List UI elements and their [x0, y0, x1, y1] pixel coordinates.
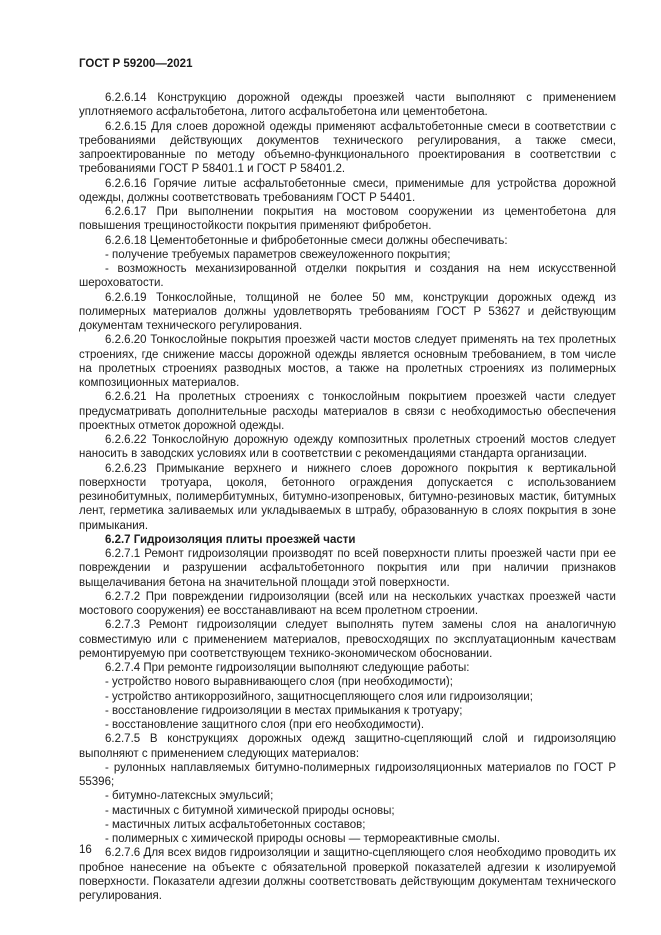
paragraph: - мастичных с битумной химической природы основы; — [105, 804, 395, 817]
paragraph: 6.2.7.2 При повреждении гидроизоляции (всей или на нескольких участках проезжей части мостового сооружения) ее восстанавливают на всем пролетном строении. — [79, 590, 616, 617]
paragraph: - мастичных литых асфальтобетонных составов; — [105, 818, 366, 831]
paragraph: 6.2.7.3 Ремонт гидроизоляции следует выполнять путем замены слоя на аналогичную совместимую или с применением материалов, превосходящих по эксплуатационным качествам ремонтируемую при соответствующем технико-экономическом обосновании. — [79, 619, 616, 660]
paragraph: 6.2.6.22 Тонкослойную дорожную одежду композитных пролетных строений мостов следует наносить в заводских условиях или в соответствии с рекомендациями стандарта организации. — [79, 434, 616, 461]
paragraph: - восстановление защитного слоя (при его необходимости). — [105, 719, 425, 731]
paragraph: 6.2.6.16 Горячие литые асфальтобетонные смеси, применимые для устройства дорожной одежды, должны соответствовать требованиям ГОСТ Р 54401. — [79, 177, 616, 204]
paragraph: - получение требуемых параметров свежеуложенного покрытия; — [105, 248, 451, 261]
paragraph: - рулонных наплавляемых битумно-полимерных гидроизоляционных материалов по ГОСТ Р 55396; — [79, 761, 616, 788]
paragraph: 6.2.6.17 При выполнении покрытия на мостовом сооружении из цементобетона для повышения трещиностойкости покрытия применяют фибробетон. — [79, 206, 616, 233]
paragraph: 6.2.6.14 Конструкцию дорожной одежды проезжей части выполняют с применением уплотняемого асфальтобетона, литого асфальтобетона или цементобетона. — [79, 92, 616, 119]
paragraph: 6.2.6.23 Примыкание верхнего и нижнего слоев дорожного покрытия к вертикальной поверхности тротуара, цоколя, бетонного ограждения допускается с использованием резинобитумных, полимербитумных, битумно-изопреновых, битумно-резиновых мастик, битумных лент, герметика заливаемых или укладываемых в штрабу, образованную в слоях покрытия в зоне примыкания. — [79, 462, 616, 532]
document-header: ГОСТ Р 59200—2021 — [79, 58, 193, 70]
paragraph: 6.2.7.4 При ремонте гидроизоляции выполняют следующие работы: — [105, 662, 470, 674]
paragraph: - восстановление гидроизоляции в местах примыкания к тротуару; — [105, 704, 463, 717]
page-number: 16 — [79, 844, 92, 856]
paragraph: - возможность механизированной отделки покрытия и создания на нем искусственной шероховатости. — [79, 263, 616, 290]
paragraph: 6.2.6.21 На пролетных строениях с тонкослойным покрытием проезжей части следует предусматривать дополнительные расходы материалов в связи с необходимостью обеспечения проектных отметок дорожной одежды. — [79, 391, 616, 432]
paragraph: - полимерных с химической природы основы — термореактивные смолы. — [105, 833, 501, 845]
paragraph: 6.2.6.20 Тонкослойные покрытия проезжей части мостов следует применять на тех пролетных строениях, где снижение массы дорожной одежды является основным требованием, в том числе на пролетных строениях разводных мостов, а также на пролетных строениях из полимерных композиционных материалов. — [79, 334, 616, 389]
section-heading: 6.2.7 Гидроизоляция плиты проезжей части — [105, 533, 356, 546]
paragraph: - устройство нового выравнивающего слоя (при необходимости); — [105, 676, 453, 689]
paragraph: 6.2.6.18 Цементобетонные и фибробетонные смеси должны обеспечивать: — [105, 234, 508, 247]
paragraph: 6.2.7.6 Для всех видов гидроизоляции и защитно-сцепляющего слоя необходимо проводить их пробное нанесение на объекте с обязательной проверкой показателей адгезии к изолируемой поверхности. Показатели адгезии должны соответствовать действующим документам технического регулирования. — [79, 847, 616, 902]
document-body — [79, 91, 616, 903]
paragraph: 6.2.6.15 Для слоев дорожной одежды применяют асфальтобетонные смеси в соответствии с требованиями действующих документов технического регулирования, а также смеси, запроектированные по методу объемно-функционального проектирования в соответствии с требованиями ГОСТ Р 58401.1 и ГОСТ Р 58401.2. — [79, 120, 616, 176]
paragraph: 6.2.7.1 Ремонт гидроизоляции производят по всей поверхности плиты проезжей части при ее повреждении и разрушении асфальтобетонного покрытия или при наличии признаков выщелачивания бетона на значительной площади этой поверхности. — [79, 548, 616, 589]
paragraph: - битумно-латексных эмульсий; — [105, 790, 274, 803]
paragraph: - устройство антикоррозийного, защитносцепляющего слоя или гидроизоляции; — [105, 690, 533, 703]
paragraph: 6.2.7.5 В конструкциях дорожных одежд защитно-сцепляющий слой и гидроизоляцию выполняют с применением следующих материалов: — [79, 733, 616, 760]
paragraph: 6.2.6.19 Тонкослойные, толщиной не более 50 мм, конструкции дорожных одежд из полимерных материалов должны удовлетворять требованиям ГОСТ Р 53627 и действующим документам технического регулирования. — [79, 291, 616, 332]
